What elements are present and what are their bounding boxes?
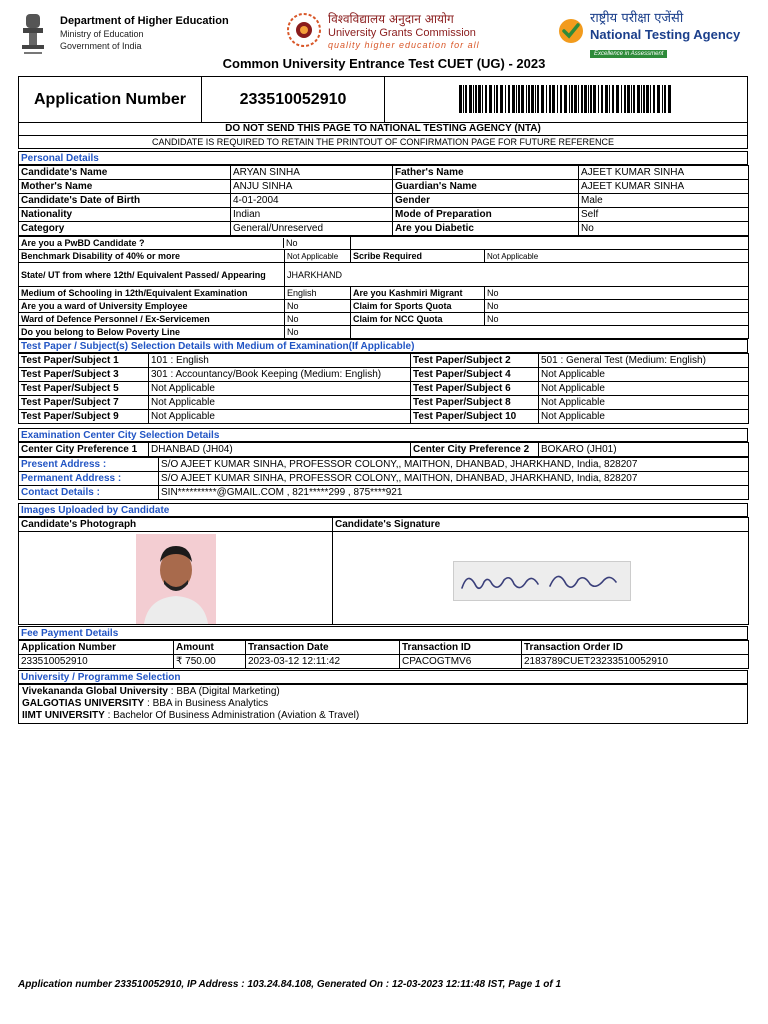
cell-label: Category — [19, 222, 231, 236]
notice-warning: DO NOT SEND THIS PAGE TO NATIONAL TESTING AGENCY (NTA) — [19, 123, 747, 136]
table-row — [19, 472, 749, 486]
table-row — [19, 287, 749, 300]
cell-value: AJEET KUMAR SINHA — [579, 166, 749, 180]
candidate-signature — [453, 561, 631, 601]
cell-value: English — [285, 287, 351, 300]
center-pref2-label: Center City Preference 2 — [411, 443, 539, 457]
table-row — [19, 237, 749, 250]
fee-cell: ₹ 750.00 — [174, 655, 246, 669]
table-row — [19, 263, 749, 287]
application-number-value: 233510052910 — [202, 77, 385, 122]
cell-value: ANJU SINHA — [231, 180, 393, 194]
address-table — [18, 457, 749, 500]
table-row — [19, 410, 749, 424]
cell-label: Test Paper/Subject 10 — [411, 410, 539, 424]
cell-label: Are you a ward of University Employee — [19, 300, 285, 313]
images-heading: Images Uploaded by Candidate — [18, 503, 748, 517]
cell-label: Test Paper/Subject 7 — [19, 396, 149, 410]
table-row — [19, 166, 749, 180]
fee-table — [18, 640, 749, 669]
fee-cell: CPACOGTMV6 — [400, 655, 522, 669]
cell-label: Test Paper/Subject 6 — [411, 382, 539, 396]
cell-label: Candidate's Date of Birth — [19, 194, 231, 208]
table-row — [19, 486, 749, 500]
images-table — [18, 517, 749, 625]
centers-heading: Examination Center City Selection Details — [18, 428, 748, 442]
scribe-label: Scribe Required — [351, 250, 485, 263]
university-heading: University / Programme Selection — [18, 670, 748, 684]
fee-cell: 2023-03-12 12:11:42 — [246, 655, 400, 669]
table-row — [19, 532, 749, 625]
fee-cell: 233510052910 — [19, 655, 174, 669]
university-name: GALGOTIAS UNIVERSITY — [22, 698, 145, 709]
cell-label: Test Paper/Subject 5 — [19, 382, 149, 396]
personal-details-table — [18, 165, 749, 236]
cell-value: Not Applicable — [149, 396, 411, 410]
cell-value: General/Unreserved — [231, 222, 393, 236]
cell-label: Nationality — [19, 208, 231, 222]
permanent-address-label: Permanent Address : — [19, 472, 159, 486]
benchmark-value: Not Applicable — [285, 250, 351, 263]
cell-label: Mother's Name — [19, 180, 231, 194]
cell-value: 301 : Accountancy/Book Keeping (Medium: English) — [149, 368, 411, 382]
cell-value: Male — [579, 194, 749, 208]
cell-label: Test Paper/Subject 1 — [19, 354, 149, 368]
fee-heading: Fee Payment Details — [18, 626, 748, 640]
table-row — [19, 354, 749, 368]
cell-value: No — [285, 300, 351, 313]
center-pref1-label: Center City Preference 1 — [19, 443, 149, 457]
state-label: State/ UT from where 12th/ Equivalent Passed/ Appearing — [19, 263, 285, 287]
cell-value: No — [579, 222, 749, 236]
cell-value: ARYAN SINHA — [231, 166, 393, 180]
list-item — [22, 698, 744, 710]
personal-details-heading: Personal Details — [18, 151, 748, 165]
table-row — [19, 222, 749, 236]
ugc-name: University Grants Commission — [328, 27, 476, 39]
benchmark-label: Benchmark Disability of 40% or more — [19, 250, 285, 263]
table-row — [19, 326, 749, 339]
table-row — [19, 396, 749, 410]
fee-cell: 2183789CUET23233510052910 — [522, 655, 749, 669]
personal-extra-table — [18, 236, 749, 339]
cell-label: Guardian's Name — [393, 180, 579, 194]
subjects-heading: Test Paper / Subject(s) Selection Details with Medium of Examination(If Applicable) — [18, 339, 748, 353]
present-address-value: S/O AJEET KUMAR SINHA, PROFESSOR COLONY,, MAITHON, DHANBAD, JHARKHAND, India, 828207 — [159, 458, 749, 472]
application-number-box — [18, 76, 748, 123]
table-row — [19, 641, 749, 655]
table-row — [19, 368, 749, 382]
cell-label: Test Paper/Subject 3 — [19, 368, 149, 382]
table-row — [19, 382, 749, 396]
cell-value: Not Applicable — [539, 396, 749, 410]
cell-value: Indian — [231, 208, 393, 222]
cell-label: Test Paper/Subject 2 — [411, 354, 539, 368]
notice-box — [18, 123, 748, 149]
programme-name: : BBA (Digital Marketing) — [168, 686, 280, 697]
cell-value: 501 : General Test (Medium: English) — [539, 354, 749, 368]
cell-value: Not Applicable — [149, 410, 411, 424]
table-row — [19, 180, 749, 194]
state-value: JHARKHAND — [285, 263, 749, 287]
ugc-hindi-name: विश्वविद्यालय अनुदान आयोग — [328, 12, 454, 26]
ugc-tagline: quality higher education for all — [328, 40, 480, 50]
cell-value: 101 : English — [149, 354, 411, 368]
cell-label: Father's Name — [393, 166, 579, 180]
application-number-label: Application Number — [19, 77, 202, 122]
programme-name: : BBA in Business Analytics — [144, 698, 269, 709]
cell-label: Gender — [393, 194, 579, 208]
table-row — [19, 208, 749, 222]
page-title: Common University Entrance Test CUET (UG) - 2023 — [222, 56, 546, 71]
cell-label: Mode of Preparation — [393, 208, 579, 222]
department-block — [60, 14, 229, 52]
fee-col-header: Amount — [174, 641, 246, 655]
cell-value: Not Applicable — [539, 410, 749, 424]
permanent-address-value: S/O AJEET KUMAR SINHA, PROFESSOR COLONY,, MAITHON, DHANBAD, JHARKHAND, India, 828207 — [159, 472, 749, 486]
cell-label: Claim for NCC Quota — [351, 313, 485, 326]
subjects-table — [18, 353, 749, 424]
pwbd-label: Are you a PwBD Candidate ? — [19, 238, 284, 248]
nta-check-logo-icon — [558, 18, 584, 44]
notice-retain: CANDIDATE IS REQUIRED TO RETAIN THE PRINTOUT OF CONFIRMATION PAGE FOR FUTURE REFERENCE — [151, 137, 615, 147]
university-list — [18, 684, 748, 724]
cell-value: Not Applicable — [539, 368, 749, 382]
table-row — [19, 443, 749, 457]
ministry-text: Ministry of Education — [60, 29, 144, 39]
nta-tagline: Excellence in Assessment — [590, 50, 667, 58]
pwbd-value: No — [286, 238, 298, 248]
table-row — [19, 300, 749, 313]
cell-label: Medium of Schooling in 12th/Equivalent Examination — [19, 287, 285, 300]
cell-value: No — [485, 300, 749, 313]
cell-value: AJEET KUMAR SINHA — [579, 180, 749, 194]
photo-label: Candidate's Photograph — [19, 518, 333, 532]
center-pref2-value: BOKARO (JH01) — [539, 443, 749, 457]
signature-label: Candidate's Signature — [333, 518, 749, 532]
centers-table — [18, 442, 749, 457]
cell-value: Self — [579, 208, 749, 222]
nta-name: National Testing Agency — [590, 27, 741, 42]
cell-label: Are you Kashmiri Migrant — [351, 287, 485, 300]
table-row — [19, 194, 749, 208]
ugc-logo-icon — [286, 12, 322, 48]
footer-text: Application number 233510052910, IP Address : 103.24.84.108, Generated On : 12-03-2023 12:11:48 IST, Page 1 of 1 — [18, 979, 562, 990]
programme-name: : Bachelor Of Business Administration (Aviation & Travel) — [104, 710, 360, 721]
cell-label: Candidate's Name — [19, 166, 231, 180]
university-name: IIMT UNIVERSITY — [22, 710, 105, 721]
fee-col-header: Transaction Date — [246, 641, 400, 655]
cell-value: No — [285, 313, 351, 326]
national-emblem-icon — [18, 10, 48, 58]
cell-label: Claim for Sports Quota — [351, 300, 485, 313]
center-pref1-value: DHANBAD (JH04) — [149, 443, 411, 457]
fee-col-header: Transaction ID — [400, 641, 522, 655]
table-row — [19, 313, 749, 326]
ugc-block — [328, 12, 480, 51]
list-item — [22, 710, 744, 722]
nta-hindi-name: राष्ट्रीय परीक्षा एजेंसी — [590, 11, 684, 26]
cell-label: Are you Diabetic — [393, 222, 579, 236]
table-row — [19, 518, 749, 532]
cell-label: Test Paper/Subject 8 — [411, 396, 539, 410]
government-text: Government of India — [60, 41, 142, 51]
present-address-label: Present Address : — [19, 458, 159, 472]
cell-value: No — [485, 313, 749, 326]
nta-block — [590, 10, 740, 60]
cell-value: Not Applicable — [149, 382, 411, 396]
list-item — [22, 686, 744, 698]
fee-col-header: Transaction Order ID — [522, 641, 749, 655]
university-name: Vivekananda Global University — [22, 686, 168, 697]
contact-details-label: Contact Details : — [19, 486, 159, 500]
barcode-icon — [459, 85, 671, 113]
scribe-value: Not Applicable — [485, 250, 749, 263]
bpl-value: No — [285, 326, 351, 339]
bpl-label: Do you belong to Below Poverty Line — [19, 326, 285, 339]
cell-label: Test Paper/Subject 4 — [411, 368, 539, 382]
contact-details-value: SIN**********@GMAIL.COM , 821*****299 , 875****921 — [159, 486, 749, 500]
cell-label: Test Paper/Subject 9 — [19, 410, 149, 424]
cell-value: No — [485, 287, 749, 300]
table-row — [19, 250, 749, 263]
department-title: Department of Higher Education — [60, 15, 229, 27]
table-row — [19, 458, 749, 472]
cell-value: 4-01-2004 — [231, 194, 393, 208]
cell-value: Not Applicable — [539, 382, 749, 396]
fee-col-header: Application Number — [19, 641, 174, 655]
table-row — [19, 655, 749, 669]
cell-label: Ward of Defence Personnel / Ex-Servicemen — [19, 313, 285, 326]
candidate-photo — [136, 534, 216, 624]
